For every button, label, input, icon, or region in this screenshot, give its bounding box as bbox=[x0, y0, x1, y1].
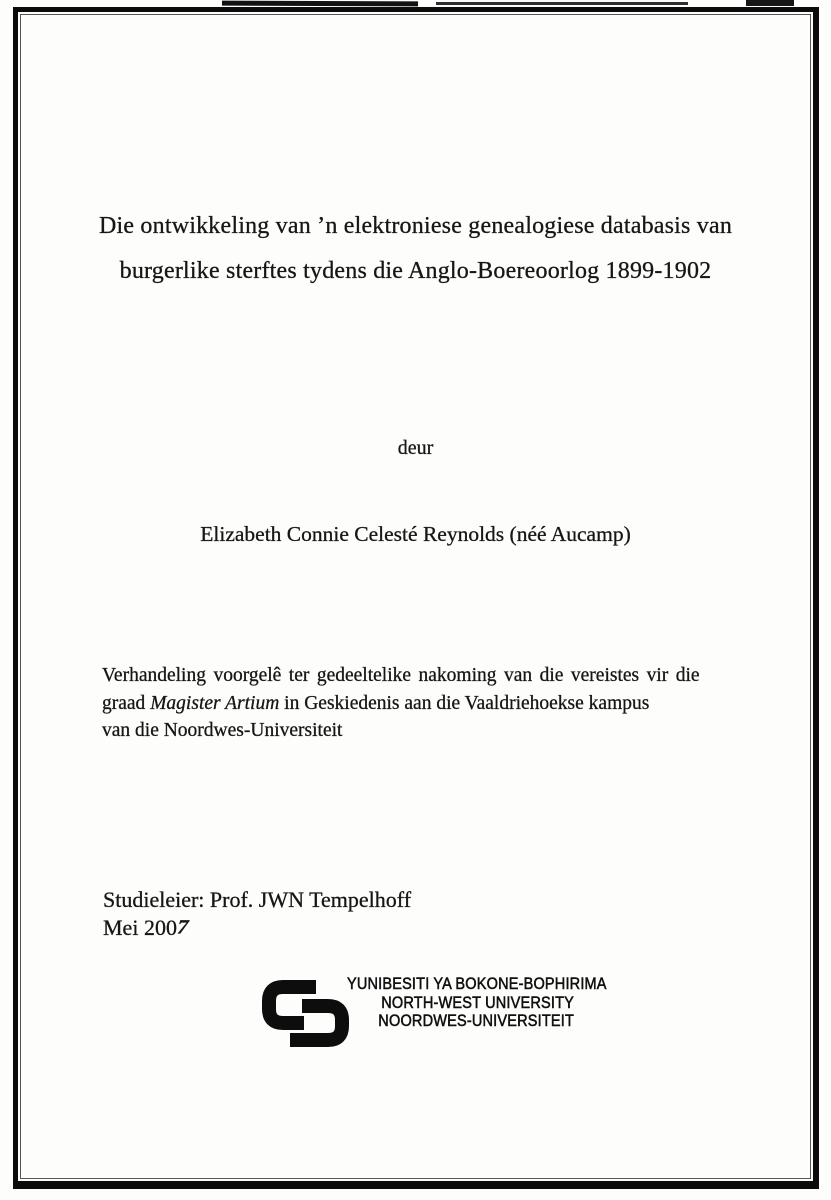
university-name-afrikaans: NOORDWES-UNIVERSITEIT bbox=[378, 1012, 574, 1030]
date-line bbox=[103, 914, 411, 942]
degree-name-italic: Magister Artium bbox=[150, 692, 280, 714]
thesis-title bbox=[0, 204, 831, 294]
date-text: Mei 200 bbox=[103, 915, 177, 940]
declaration-line-1: Verhandeling voorgelê ter gedeeltelike nakoming van die vereistes vir die bbox=[102, 665, 700, 686]
declaration-line-2-prefix: graad bbox=[102, 692, 151, 714]
degree-declaration bbox=[102, 662, 748, 745]
byline-label: deur bbox=[397, 437, 434, 459]
thesis-title-line-1: Die ontwikkeling van ’n elektroniese genealogiese databasis van bbox=[98, 213, 733, 239]
author-name: Elizabeth Connie Celesté Reynolds (néé Aucamp) bbox=[200, 522, 631, 546]
declaration-line-3: van die Noordwes-Universiteit bbox=[102, 720, 343, 741]
university-name-english: NORTH-WEST UNIVERSITY bbox=[381, 993, 574, 1012]
date-final-digit: 7 bbox=[174, 915, 192, 939]
university-logo bbox=[256, 972, 607, 1054]
university-name-setswana: YUNIBESITI YA BOKONE-BOPHIRIMA bbox=[346, 975, 607, 993]
declaration-line-2-suffix: in Geskiedenis aan die Vaaldriehoekse kampus bbox=[279, 692, 650, 714]
university-wordmark bbox=[346, 975, 607, 1031]
interlocked-chain-links-icon bbox=[256, 974, 355, 1052]
declaration-line-2 bbox=[102, 690, 748, 718]
scan-artifact bbox=[746, 0, 794, 6]
scan-artifact bbox=[436, 2, 688, 5]
supervisor-line: Studieleier: Prof. JWN Tempelhoff bbox=[103, 887, 412, 912]
supervisor-and-date bbox=[103, 886, 411, 942]
thesis-title-line-2: burgerlike sterftes tydens die Anglo-Boereoorlog 1899-1902 bbox=[119, 258, 712, 284]
scan-artifact bbox=[222, 1, 418, 7]
